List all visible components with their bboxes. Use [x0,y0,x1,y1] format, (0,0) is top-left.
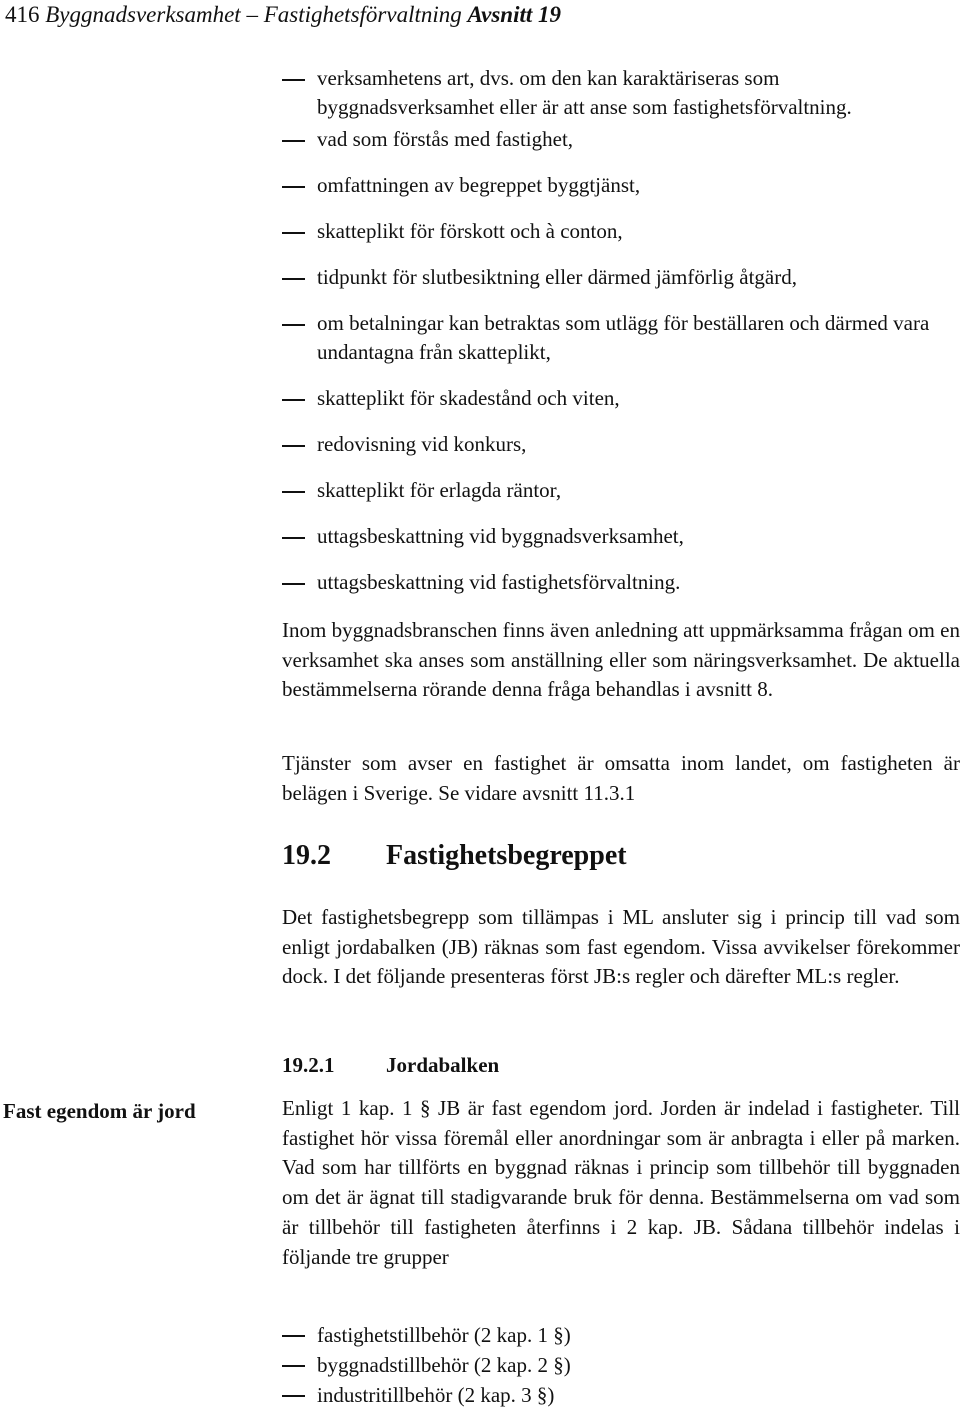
list-item: om betalningar kan betraktas som utlägg för beställaren och därmed vara undantagna från skatteplikt, [282,309,960,367]
list-item: byggnadstillbehör (2 kap. 2 §) [282,1350,960,1380]
paragraph-definition: Det fastighetsbegrepp som tillämpas i ML ansluter sig i princip till vad som enligt jordabalken (JB) räknas som fast egendom. Vissa avvikelser förekommer dock. I det följande presenteras först JB:s regler och därefter ML:s regler. [282,905,960,989]
page-number: 416 [5,2,40,27]
subsection-heading [282,1052,499,1078]
list-item: industritillbehör (2 kap. 3 §) [282,1380,960,1410]
groups-list [282,1320,960,1410]
paragraph-employment: Inom byggnadsbranschen finns även anledning att uppmärksamma frågan om en verksamhet ska anses som anställning eller som näringsverksamhet. De aktuella bestämmelserna rörande denna fråga behandlas i avsnitt 8. [282,618,960,702]
list-item: redovisning vid konkurs, [282,430,960,459]
list-item: skatteplikt för erlagda räntor, [282,476,960,505]
list-item: uttagsbeskattning vid byggnadsverksamhet, [282,522,960,551]
list-item: omfattningen av begreppet byggtjänst, [282,171,960,200]
subsection-title: Jordabalken [386,1053,500,1077]
list-item: uttagsbeskattning vid fastighetsförvaltning. [282,568,960,597]
section-number: 19.2 [282,840,331,871]
topics-list [282,64,960,597]
margin-note: Fast egendom är jord [3,1099,196,1123]
list-item: tidpunkt för slutbesiktning eller därmed jämförlig åtgärd, [282,263,960,292]
paragraph-location: Tjänster som avser en fastighet är omsatta inom landet, om fastigheten är belägen i Sverige. Se vidare avsnitt 11.3.1 [282,751,960,805]
section-heading [282,839,627,873]
section-title: Fastighetsbegreppet [386,840,627,871]
list-item: skatteplikt för skadestånd och viten, [282,384,960,413]
list-item: fastighetstillbehör (2 kap. 1 §) [282,1320,960,1350]
list-item: verksamhetens art, dvs. om den kan karaktäriseras som byggnadsverksamhet eller är att anse som fastighetsförvaltning. [282,64,960,122]
page-header [5,2,561,28]
section-label: Avsnitt 19 [467,2,562,27]
list-item: vad som förstås med fastighet, [282,125,960,154]
running-title: Byggnadsverksamhet – Fastighetsförvaltning [45,2,462,27]
subsection-number: 19.2.1 [282,1053,335,1077]
list-item: skatteplikt för förskott och à conton, [282,217,960,246]
paragraph-jordabalken: Enligt 1 kap. 1 § JB är fast egendom jord. Jorden är indelad i fastigheter. Till fastighet hör vissa föremål eller anordningar som är anbragta i eller på marken. Vad som har tillförts en byggnad räknas i princip som tillbehör till byggnaden om det är ägnat till stadigvarande bruk för denna. Bestämmelserna om vad som är tillbehör till fastigheten återfinns i 2 kap. JB. Sådana tillbehör indelas i följande tre grupper [282,1096,960,1269]
